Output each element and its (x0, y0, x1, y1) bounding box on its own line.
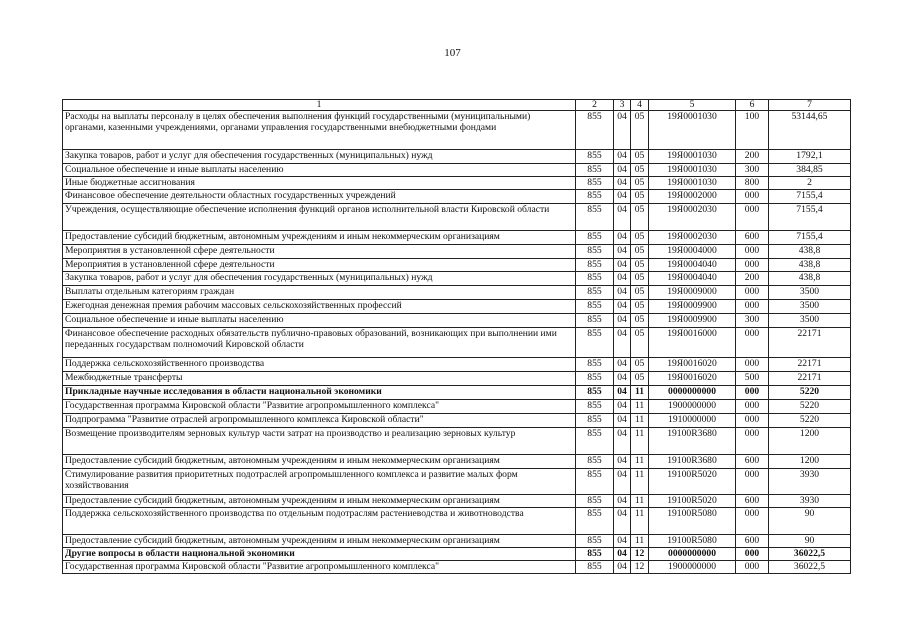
subsection-code-cell: 05 (631, 245, 649, 259)
table-row (63, 561, 851, 574)
section-code-cell: 04 (614, 150, 631, 164)
table-row (63, 495, 851, 508)
target-article-cell: 19Я0001030 (649, 111, 736, 150)
target-article-cell: 0000000000 (649, 386, 736, 400)
table-row (63, 328, 851, 358)
ministry-code-cell: 855 (576, 150, 614, 164)
header-cell-section: 3 (614, 100, 631, 111)
expense-type-cell: 000 (736, 414, 769, 428)
target-article-cell: 19100R5080 (649, 508, 736, 535)
ministry-code-cell: 855 (576, 428, 614, 455)
table-row (63, 314, 851, 328)
table-row (63, 428, 851, 455)
section-code-cell: 04 (614, 469, 631, 495)
expense-type-cell: 000 (736, 245, 769, 259)
row-name-cell: Другие вопросы в области национальной экономики (63, 548, 576, 561)
section-code-cell: 04 (614, 314, 631, 328)
table-row (63, 358, 851, 372)
ministry-code-cell: 855 (576, 535, 614, 548)
subsection-code-cell: 11 (631, 428, 649, 455)
expense-type-cell: 600 (736, 231, 769, 245)
target-article-cell: 19Я0002000 (649, 190, 736, 204)
expense-type-cell: 500 (736, 372, 769, 386)
expense-type-cell: 100 (736, 111, 769, 150)
amount-cell: 22171 (769, 328, 851, 358)
subsection-code-cell: 11 (631, 414, 649, 428)
table-row (63, 300, 851, 314)
row-name-cell: Социальное обеспечение и иные выплаты населению (63, 164, 576, 177)
ministry-code-cell: 855 (576, 358, 614, 372)
table-row (63, 177, 851, 190)
header-cell-amount: 7 (769, 100, 851, 111)
subsection-code-cell: 05 (631, 358, 649, 372)
row-name-cell: Социальное обеспечение и иные выплаты населению (63, 314, 576, 328)
subsection-code-cell: 05 (631, 372, 649, 386)
target-article-cell: 1900000000 (649, 561, 736, 574)
amount-cell: 438,8 (769, 259, 851, 272)
target-article-cell: 19Я0016020 (649, 372, 736, 386)
target-article-cell: 1900000000 (649, 400, 736, 414)
table-row (63, 259, 851, 272)
amount-cell: 22171 (769, 372, 851, 386)
ministry-code-cell: 855 (576, 286, 614, 300)
subsection-code-cell: 05 (631, 111, 649, 150)
subsection-code-cell: 05 (631, 150, 649, 164)
expense-type-cell: 000 (736, 286, 769, 300)
row-name-cell: Предоставление субсидий бюджетным, автономным учреждениям и иным некоммерческим организациям (63, 231, 576, 245)
section-code-cell: 04 (614, 328, 631, 358)
target-article-cell: 19Я0016020 (649, 358, 736, 372)
amount-cell: 5220 (769, 386, 851, 400)
subsection-code-cell: 12 (631, 548, 649, 561)
section-code-cell: 04 (614, 414, 631, 428)
subsection-code-cell: 05 (631, 328, 649, 358)
subsection-code-cell: 05 (631, 231, 649, 245)
expense-type-cell: 000 (736, 358, 769, 372)
ministry-code-cell: 855 (576, 204, 614, 231)
amount-cell: 36022,5 (769, 548, 851, 561)
expense-type-cell: 600 (736, 495, 769, 508)
subsection-code-cell: 11 (631, 469, 649, 495)
section-code-cell: 04 (614, 259, 631, 272)
table-row (63, 231, 851, 245)
amount-cell: 384,85 (769, 164, 851, 177)
expense-type-cell: 000 (736, 400, 769, 414)
section-code-cell: 04 (614, 455, 631, 469)
section-code-cell: 04 (614, 177, 631, 190)
expense-type-cell: 000 (736, 259, 769, 272)
ministry-code-cell: 855 (576, 400, 614, 414)
section-code-cell: 04 (614, 400, 631, 414)
ministry-code-cell: 855 (576, 164, 614, 177)
table-row (63, 372, 851, 386)
section-code-cell: 04 (614, 386, 631, 400)
ministry-code-cell: 855 (576, 469, 614, 495)
table-row (63, 386, 851, 400)
row-name-cell: Возмещение производителям зерновых культур части затрат на производство и реализацию зерновых культур (63, 428, 576, 455)
ministry-code-cell: 855 (576, 328, 614, 358)
table-row (63, 164, 851, 177)
expense-type-cell: 000 (736, 328, 769, 358)
expense-type-cell: 200 (736, 272, 769, 286)
table-row (63, 190, 851, 204)
row-name-cell: Учреждения, осуществляющие обеспечение исполнения функций органов исполнительной власти Кировской области (63, 204, 576, 231)
section-code-cell: 04 (614, 111, 631, 150)
row-name-cell: Предоставление субсидий бюджетным, автономным учреждениям и иным некоммерческим организациям (63, 535, 576, 548)
row-name-cell: Межбюджетные трансферты (63, 372, 576, 386)
section-code-cell: 04 (614, 495, 631, 508)
subsection-code-cell: 05 (631, 190, 649, 204)
row-name-cell: Иные бюджетные ассигнования (63, 177, 576, 190)
ministry-code-cell: 855 (576, 111, 614, 150)
table-header-row (63, 100, 851, 111)
target-article-cell: 19100R5020 (649, 495, 736, 508)
section-code-cell: 04 (614, 548, 631, 561)
subsection-code-cell: 11 (631, 535, 649, 548)
subsection-code-cell: 05 (631, 259, 649, 272)
section-code-cell: 04 (614, 535, 631, 548)
target-article-cell: 19Я0016000 (649, 328, 736, 358)
expense-type-cell: 000 (736, 300, 769, 314)
ministry-code-cell: 855 (576, 455, 614, 469)
header-cell-ministry: 2 (576, 100, 614, 111)
subsection-code-cell: 05 (631, 204, 649, 231)
target-article-cell: 19100R5020 (649, 469, 736, 495)
target-article-cell: 19Я0002030 (649, 231, 736, 245)
expense-type-cell: 300 (736, 164, 769, 177)
subsection-code-cell: 05 (631, 286, 649, 300)
ministry-code-cell: 855 (576, 272, 614, 286)
header-cell-target-article: 5 (649, 100, 736, 111)
ministry-code-cell: 855 (576, 259, 614, 272)
table-row (63, 286, 851, 300)
row-name-cell: Предоставление субсидий бюджетным, автономным учреждениям и иным некоммерческим организациям (63, 495, 576, 508)
amount-cell: 438,8 (769, 245, 851, 259)
subsection-code-cell: 11 (631, 455, 649, 469)
ministry-code-cell: 855 (576, 508, 614, 535)
row-name-cell: Стимулирование развития приоритетных подотраслей агропромышленного комплекса и развитие малых форм хозяйствования (63, 469, 576, 495)
subsection-code-cell: 11 (631, 508, 649, 535)
table-row (63, 469, 851, 495)
row-name-cell: Поддержка сельскохозяйственного производства (63, 358, 576, 372)
target-article-cell: 19Я0001030 (649, 164, 736, 177)
row-name-cell: Выплаты отдельным категориям граждан (63, 286, 576, 300)
section-code-cell: 04 (614, 428, 631, 455)
subsection-code-cell: 05 (631, 177, 649, 190)
section-code-cell: 04 (614, 164, 631, 177)
table-row (63, 150, 851, 164)
table-row (63, 400, 851, 414)
target-article-cell: 19100R3680 (649, 428, 736, 455)
ministry-code-cell: 855 (576, 245, 614, 259)
row-name-cell: Мероприятия в установленной сфере деятельности (63, 259, 576, 272)
expense-type-cell: 000 (736, 548, 769, 561)
target-article-cell: 19Я0001030 (649, 177, 736, 190)
row-name-cell: Расходы на выплаты персоналу в целях обеспечения выполнения функций государственными (муниципальными) органами, казенными учреждениями, органами управления государственными внебюджетными фондами (63, 111, 576, 150)
section-code-cell: 04 (614, 231, 631, 245)
target-article-cell: 19100R3680 (649, 455, 736, 469)
target-article-cell: 19Я0004000 (649, 245, 736, 259)
ministry-code-cell: 855 (576, 231, 614, 245)
ministry-code-cell: 855 (576, 386, 614, 400)
amount-cell: 1200 (769, 455, 851, 469)
table-row (63, 111, 851, 150)
amount-cell: 5220 (769, 414, 851, 428)
section-code-cell: 04 (614, 190, 631, 204)
subsection-code-cell: 11 (631, 400, 649, 414)
amount-cell: 7155,4 (769, 190, 851, 204)
subsection-code-cell: 11 (631, 495, 649, 508)
expense-type-cell: 300 (736, 314, 769, 328)
target-article-cell: 19100R5080 (649, 535, 736, 548)
table-row (63, 245, 851, 259)
section-code-cell: 04 (614, 358, 631, 372)
expense-type-cell: 600 (736, 455, 769, 469)
row-name-cell: Закупка товаров, работ и услуг для обеспечения государственных (муниципальных) нужд (63, 150, 576, 164)
target-article-cell: 19Я0004040 (649, 272, 736, 286)
table-row (63, 535, 851, 548)
subsection-code-cell: 05 (631, 300, 649, 314)
target-article-cell: 0000000000 (649, 548, 736, 561)
ministry-code-cell: 855 (576, 548, 614, 561)
subsection-code-cell: 05 (631, 272, 649, 286)
expense-type-cell: 000 (736, 508, 769, 535)
table-row (63, 414, 851, 428)
table-row (63, 508, 851, 535)
row-name-cell: Подпрограмма "Развитие отраслей агропромышленного комплекса Кировской области" (63, 414, 576, 428)
amount-cell: 7155,4 (769, 231, 851, 245)
amount-cell: 1200 (769, 428, 851, 455)
expense-type-cell: 000 (736, 469, 769, 495)
table-row (63, 272, 851, 286)
row-name-cell: Государственная программа Кировской области "Развитие агропромышленного комплекса" (63, 561, 576, 574)
target-article-cell: 19Я0004040 (649, 259, 736, 272)
amount-cell: 53144,65 (769, 111, 851, 150)
target-article-cell: 19Я0009000 (649, 286, 736, 300)
row-name-cell: Государственная программа Кировской области "Развитие агропромышленного комплекса" (63, 400, 576, 414)
expense-type-cell: 000 (736, 204, 769, 231)
section-code-cell: 04 (614, 508, 631, 535)
expense-type-cell: 000 (736, 190, 769, 204)
header-cell-name: 1 (63, 100, 576, 111)
amount-cell: 3500 (769, 314, 851, 328)
section-code-cell: 04 (614, 204, 631, 231)
amount-cell: 1792,1 (769, 150, 851, 164)
budget-table-body (63, 100, 851, 574)
expense-type-cell: 000 (736, 428, 769, 455)
amount-cell: 90 (769, 535, 851, 548)
amount-cell: 7155,4 (769, 204, 851, 231)
target-article-cell: 1910000000 (649, 414, 736, 428)
section-code-cell: 04 (614, 372, 631, 386)
section-code-cell: 04 (614, 561, 631, 574)
row-name-cell: Финансовое обеспечение деятельности областных государственных учреждений (63, 190, 576, 204)
expense-type-cell: 800 (736, 177, 769, 190)
target-article-cell: 19Я0009900 (649, 300, 736, 314)
amount-cell: 3500 (769, 286, 851, 300)
target-article-cell: 19Я0002030 (649, 204, 736, 231)
table-row (63, 204, 851, 231)
row-name-cell: Предоставление субсидий бюджетным, автономным учреждениям и иным некоммерческим организациям (63, 455, 576, 469)
table-row (63, 548, 851, 561)
ministry-code-cell: 855 (576, 177, 614, 190)
expense-type-cell: 000 (736, 386, 769, 400)
subsection-code-cell: 05 (631, 314, 649, 328)
section-code-cell: 04 (614, 245, 631, 259)
ministry-code-cell: 855 (576, 561, 614, 574)
row-name-cell: Финансовое обеспечение расходных обязательств публично-правовых образований, возникающих при выполнении ими переданных государствам полномочий Кировской области (63, 328, 576, 358)
ministry-code-cell: 855 (576, 300, 614, 314)
budget-table (62, 99, 851, 574)
page-number: 107 (444, 47, 461, 59)
expense-type-cell: 200 (736, 150, 769, 164)
section-code-cell: 04 (614, 286, 631, 300)
row-name-cell: Закупка товаров, работ и услуг для обеспечения государственных (муниципальных) нужд (63, 272, 576, 286)
ministry-code-cell: 855 (576, 372, 614, 386)
header-cell-expense-type: 6 (736, 100, 769, 111)
ministry-code-cell: 855 (576, 414, 614, 428)
row-name-cell: Поддержка сельскохозяйственного производства по отдельным подотраслям растениеводства и животноводства (63, 508, 576, 535)
section-code-cell: 04 (614, 272, 631, 286)
header-cell-subsection: 4 (631, 100, 649, 111)
amount-cell: 22171 (769, 358, 851, 372)
table-row (63, 455, 851, 469)
expense-type-cell: 000 (736, 561, 769, 574)
section-code-cell: 04 (614, 300, 631, 314)
expense-type-cell: 600 (736, 535, 769, 548)
target-article-cell: 19Я0009900 (649, 314, 736, 328)
amount-cell: 3930 (769, 469, 851, 495)
row-name-cell: Мероприятия в установленной сфере деятельности (63, 245, 576, 259)
row-name-cell: Прикладные научные исследования в области национальной экономики (63, 386, 576, 400)
amount-cell: 2 (769, 177, 851, 190)
subsection-code-cell: 05 (631, 164, 649, 177)
ministry-code-cell: 855 (576, 495, 614, 508)
subsection-code-cell: 11 (631, 386, 649, 400)
amount-cell: 3930 (769, 495, 851, 508)
amount-cell: 90 (769, 508, 851, 535)
target-article-cell: 19Я0001030 (649, 150, 736, 164)
subsection-code-cell: 12 (631, 561, 649, 574)
ministry-code-cell: 855 (576, 190, 614, 204)
amount-cell: 3500 (769, 300, 851, 314)
amount-cell: 5220 (769, 400, 851, 414)
ministry-code-cell: 855 (576, 314, 614, 328)
amount-cell: 438,8 (769, 272, 851, 286)
row-name-cell: Ежегодная денежная премия рабочим массовых сельскохозяйственных профессий (63, 300, 576, 314)
amount-cell: 36022,5 (769, 561, 851, 574)
